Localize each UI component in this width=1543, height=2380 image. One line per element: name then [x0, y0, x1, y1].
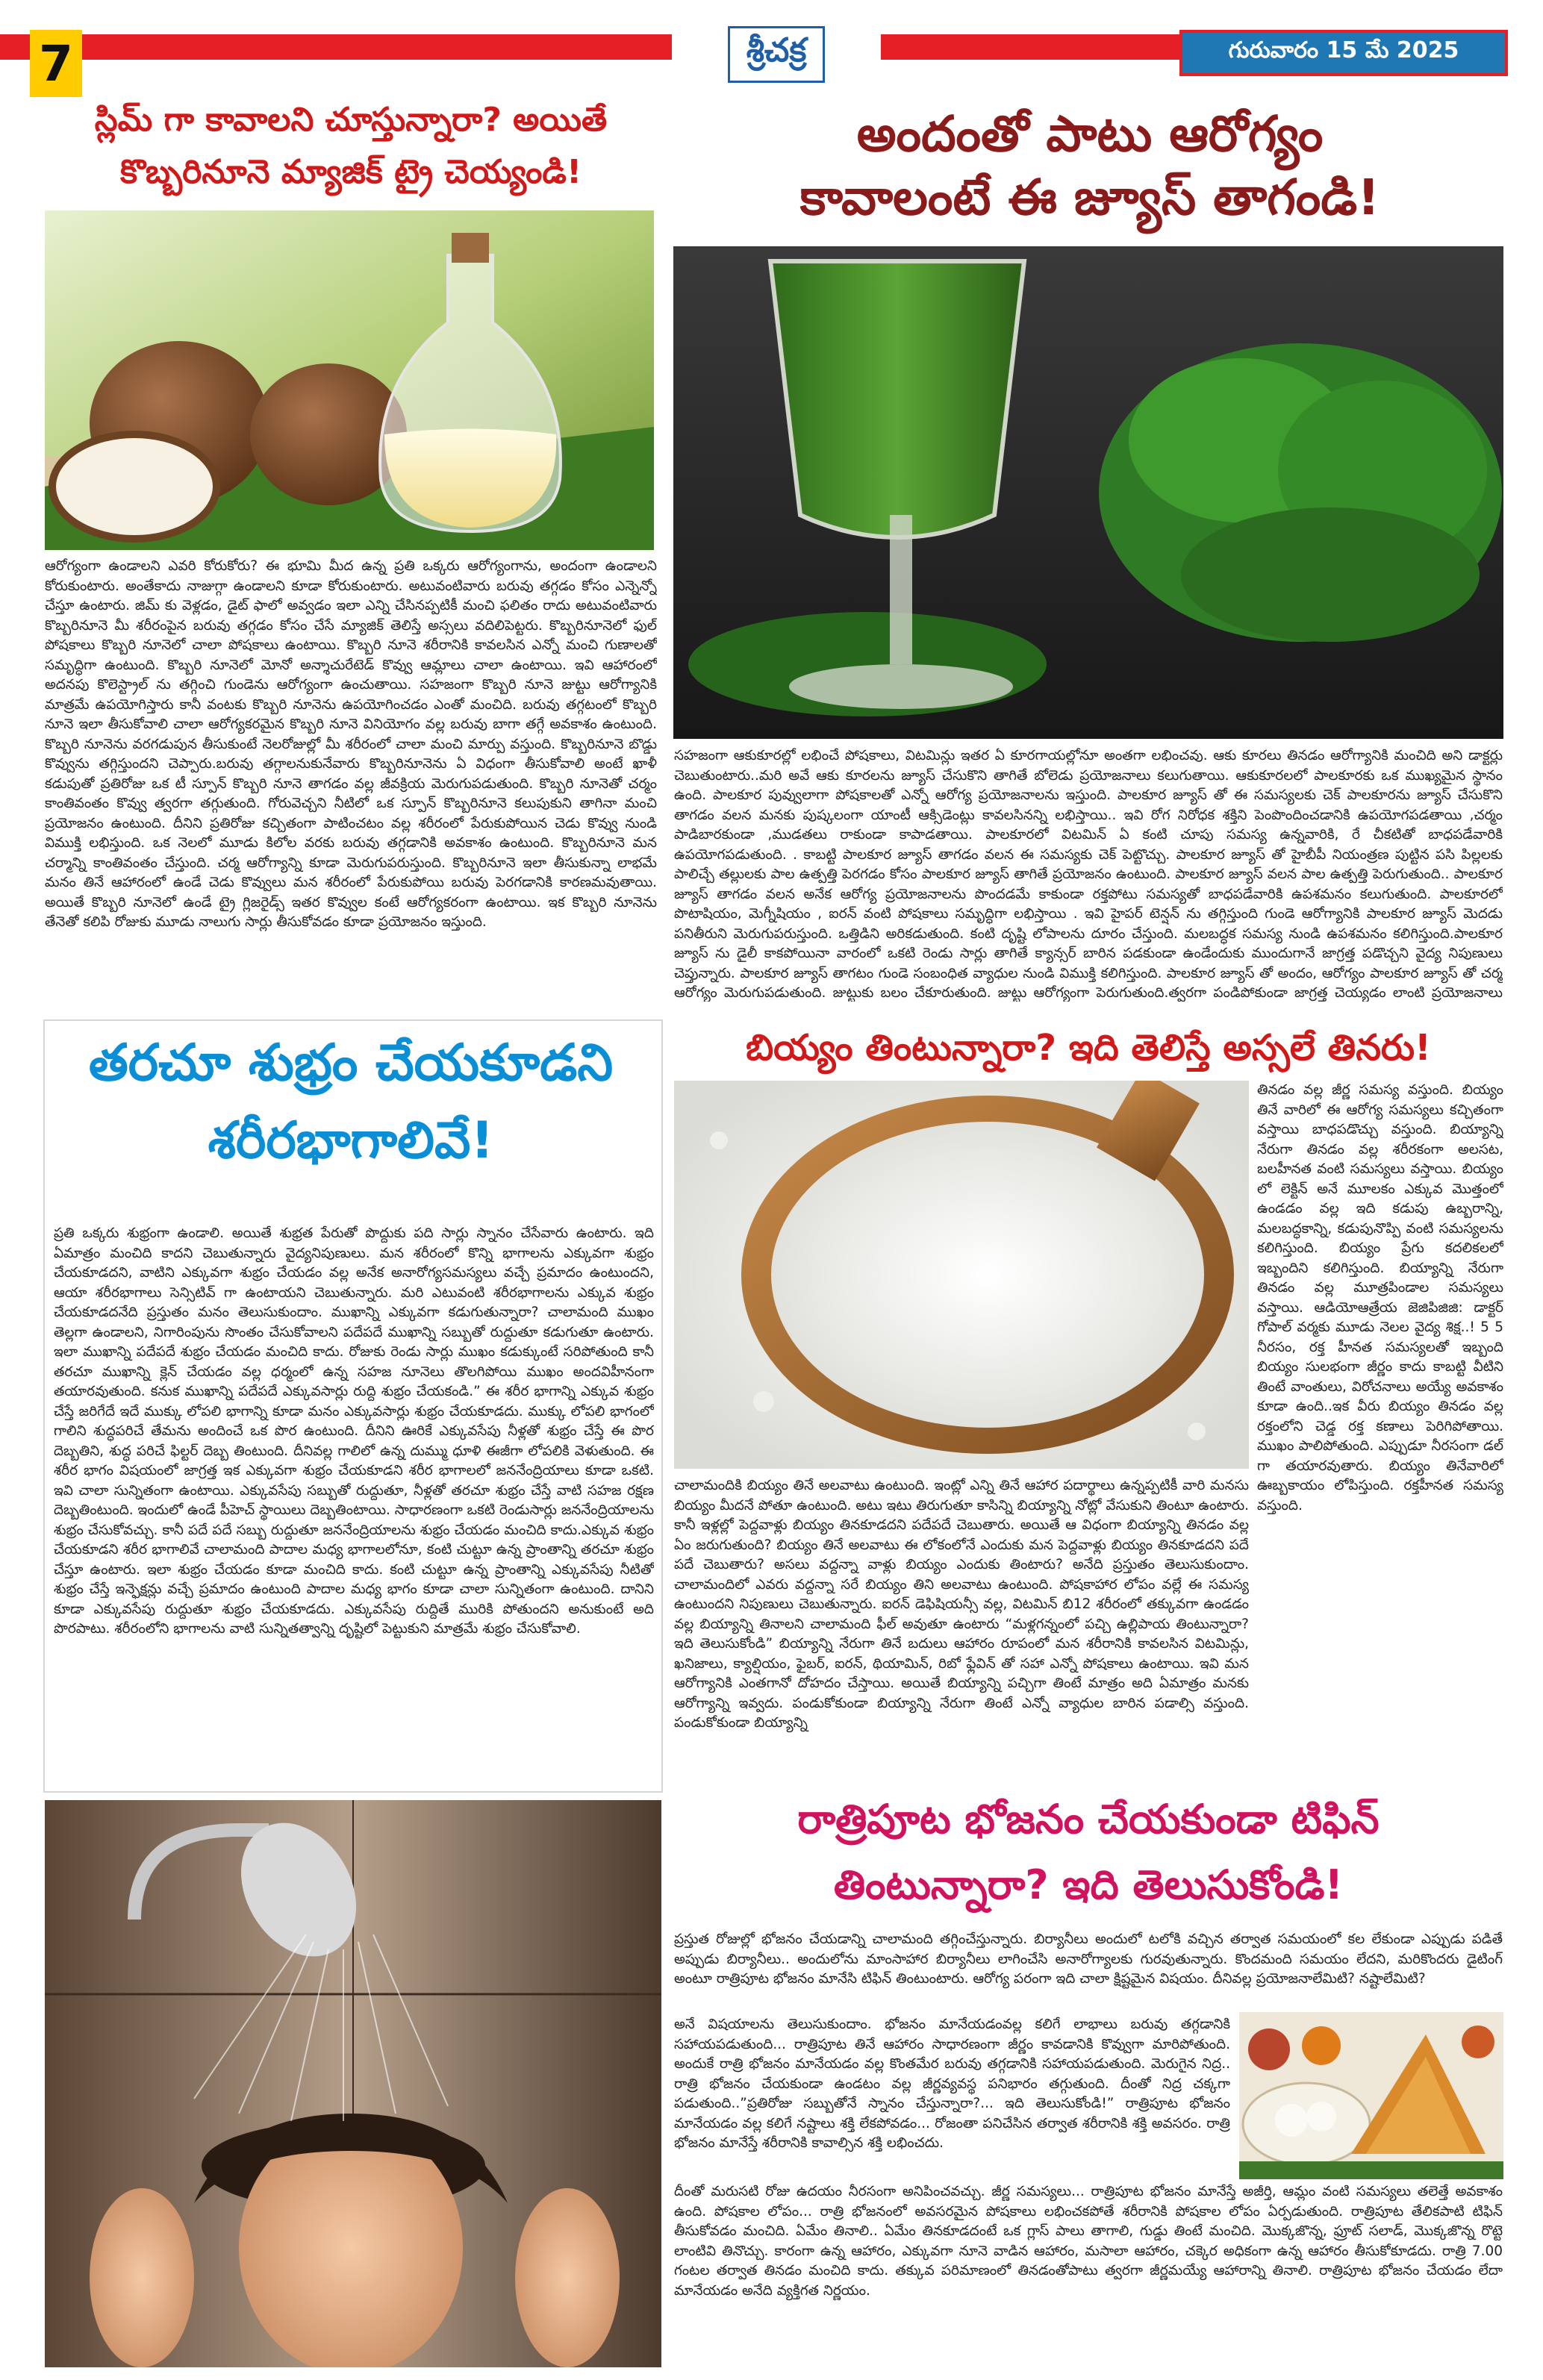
tiffin-food-photo [1239, 2012, 1503, 2179]
issue-date: గురువారం 15 మే 2025 [1179, 30, 1508, 76]
article5-headline-line2: తింటున్నారా? ఇది తెలుసుకోండి! [833, 1861, 1344, 1908]
masthead-logo [657, 25, 896, 84]
article4-body: చాలామందికి బియ్యం తినే అలవాటు ఉంటుంది. ఇంట్లో ఎన్ని తినే ఆహార పదార్థాలు ఉన్నప్పటికీ వారి మనసు బియ్యం మీదనే పోతూ ఉంటుంది. అటు ఇటు తిరుగుతూ కాసిన్ని బియ్యాన్ని నోట్లో వేసుకుని తింటూ ఉంటారు. కానీ ఇళ్లల్లో పెద్దవాళ్లు బియ్యం తినకూడదని పదేపదే చెబుతారు. అయితే ఆ విధంగా బియ్యాన్ని తినడం వల్ల ఏం జరుగుతుంది? బియ్యం తినే అలవాటు ఈ లోకంలోనే ఎందుకు మన పెద్దవాళ్లు బియ్యం తినకూడదని పదే పదే చెబుతారు? అసలు వద్దన్నా వాళ్లు బియ్యం ఎందుకు తింటారు? అనేది ప్రస్తుతం తెలుసుకుందాం. చాలామందిలో ఎవరు వద్దన్నా సరే బియ్యం తిని అలవాటు ఉంటుంది. పోషకాహార లోపం వల్లే ఈ సమస్య ఉంటుందని నిపుణులు చెబుతున్నారు. ఐరన్ డెఫిషియన్సీ వల్ల, విటమిన్ బి12 శరీరంలో తక్కువగా ఉండడం వల్ల బియ్యాన్ని తినాలని చాలామంది ఫీల్ అవుతూ ఉంటారు “మళ్లగన్నంలో పచ్చి ఉల్లిపాయ తింటున్నారా? ఇది తెలుసుకోండి” బియ్యాన్ని నేరుగా తినే బదులు ఆహారం రూపంలో మన శరీరానికి కావలసిన విటమిన్లు, ఖనిజాలు, క్యాల్షియం, ఫైబర్, ఐరన్, థియామిన్, రిబో ఫ్లేవిన్ తో సహా ఎన్నో పోషకాలు ఉంటాయి. ఇవి మన ఆరోగ్యానికి ఎంతగానో దోహదం చేస్తాయి. అయితే బియ్యాన్ని పచ్చిగా తింటే మాత్రం అది ఏమాత్రం మనకు ఆరోగ్యాన్ని ఇవ్వదు. పండుకోకుండా బియ్యాన్ని నేరుగా తింటే ఎన్నో వ్యాధుల బారిన పడాల్సి వస్తుంది. పండుకోకుండా బియ్యాన్ని [674, 1478, 1249, 1731]
rice-bowl-photo [674, 1081, 1249, 1469]
article2-headline-line2: కావాలంటే ఈ జ్యూస్ తాగండి! [799, 169, 1380, 226]
article1-headline-line1: స్లిమ్ గా కావాలని చూస్తున్నారా? అయితే [94, 101, 608, 139]
article3-headline-line2: శరీరభాగాలివే! [208, 1111, 494, 1170]
article1-headline-line2: కొబ్బరినూనె మ్యాజిక్ ట్రై చెయ్యండి! [119, 153, 582, 191]
shower-photo [45, 1800, 661, 2367]
article5-body: దీంతో మరుసటి రోజు ఉదయం నీరసంగా అనిపించవచ్చు. జీర్ణ సమస్యలు... రాత్రిపూట భోజనం మానేస్తే అజీర్తి, ఆమ్లం వంటి సమస్యలు తలెత్తే అవకాశం ఉంది. పోషకాల లోపం... రాత్రి భోజనంలో అవసరమైన పోషకాలు లభించకపోతే శరీరానికి పోషకాల లోపం ఏర్పడుతుంది. రాత్రిపూట తేలికపాటి టిఫిన్ తీసుకోవడం మంచిది. ఏమేం తినాలి.. ఏమేం తినకూడదంటే ఒక గ్లాస్ పాలు తాగాలి, గుడ్డు తింటే మంచిది. మొక్కజొన్న, ఫ్రూట్ సలాడ్, మొక్కజొన్న రొట్టె లాంటివి తినొచ్చు. కారంగా ఉన్న ఆహారం, ఎక్కువగా నూనె వాడిన ఆహారం, మసాలా ఆహారం, చక్కెర అధికంగా ఉన్న ఆహారం తీసుకోకూడదు. రాత్రి 7.00 గంటల తర్వాత తినడం మంచిది కాదు. తక్కువ పరిమాణంలో తినడంతోపాటు త్వరగా జీర్ణమయ్యే ఆహారాన్ని తినాలి. రాత్రిపూట భోజనం చేయడం లేదా మానేయడం అనేది వ్యక్తిగత నిర్ణయం. [674, 2184, 1503, 2299]
header-bar-left [0, 34, 672, 60]
article5-wrap-text: అనే విషయాలను తెలుసుకుందాం. భోజనం మానేయడంవల్ల కలిగే లాభాలు బరువు తగ్గడానికి సహాయపడుతుంది... రాత్రిపూట తినే ఆహారం సాధారణంగా జీర్ణం కావడానికి కొవ్వుగా మారిపోతుంది. అందుకే రాత్రి భోజనం మానేయడం వల్ల కొంతమేర బరువు తగ్గడానికి సహాయపడుతుంది. మెరుగైన నిద్ర.. రాత్రి భోజనం చేయకుండా ఉండటం వల్ల జీర్ణవ్యవస్థ పనిభారం తగ్గుతుంది. దీంతో నిద్ర చక్కగా పడుతుంది..”ప్రతిరోజు సబ్బుతోనే స్నానం చేస్తున్నారా?... ఇది తెలుసుకోండి!” రాత్రిపూట భోజనం మానేయడం వల్ల కలిగే నష్టాలు శక్తి లేకపోవడం... రోజంతా పనిచేసిన తర్వాత శరీరానికి శక్తి అవసరం. రాత్రి భోజనం మానేస్తే శరీరానికి కావాల్సిన శక్తి లభించదు. [674, 2017, 1230, 2151]
masthead-text: శ్రీచక్ర [728, 26, 826, 83]
article3-body: ప్రతి ఒక్కరు శుభ్రంగా ఉండాలి. అయితే శుభ్రత పేరుతో పొద్దుకు పది సార్లు స్నానం చేసేవారు ఉంటారు. ఇది ఏమాత్రం మంచిది కాదని చెబుతున్నారు వైద్యనిపుణులు. మన శరీరంలో కొన్ని భాగాలను ఎక్కువగా శుభ్రం చేయకూడదని, వాటిని ఎక్కువగా శుభ్రం చేయడం వల్ల అనేక అనారోగ్యసమస్యలు వచ్చే ప్రమాదం ఉంటుందని, ఆయా శరీరభాగాలు సెన్సిటివ్ గా ఉంటాయని చెబుతున్నారు. మరి ఎటువంటి శరీరభాగాలను ఎక్కువ శుభ్రం చేయకూడదనేది ప్రస్తుతం మనం తెలుసుకుందాం. ముఖాన్ని ఎక్కువగా కడుగుతున్నారా? చాలామంది ముఖం తెల్లగా ఉండాలని, నిగారింపును సొంతం చేసుకోవాలని పదేపదే ముఖాన్ని సబ్బుతో రుద్దుతూ కడుగుతూ ఉంటారు. ఇలా ముఖాన్ని పదేపదే శుభ్రం చేయడం మంచిది కాదు. రోజుకు రెండు సార్లు ముఖం కడుక్కుంటే సరిపోతుంది కానీ తరచూ ముఖాన్ని క్లెన్ చేయడం వల్ల ధర్మంలో ఉన్న సహజ నూనెలు తొలగిపోయి ముఖం అందవిహీనంగా తయారవుతుంది. కనుక ముఖాన్ని పదేపదే ఎక్కువసార్లు రుద్ది శుభ్రం చేయకండి.” ఈ శరీర భాగాన్ని ఎక్కువ శుభ్రం చేస్తే జరిగేదే ఇదే ముక్కు లోపలి భాగాన్ని కూడా మనం ఎక్కువసార్లు శుభ్రం చేయకూడదు. ముక్కు లోపలి భాగంలో గాలిని శుద్ధపరిచే తేమను అందించే ఒక పొర ఉంటుంది. దీనిని ఊరికే ఎక్కువసేపు నీళ్లతో శుభ్రం చేస్తే ఈ పొర దెబ్బతిని, శుద్ధ పరిచే ఫిల్టర్ దెబ్బ తింటుంది. దీనివల్ల గాలిలో ఉన్న దుమ్ము ధూళి ఈజీగా లోపలికి వెళుతుంది. ఈ శరీర భాగం విషయంలో జాగ్రత్త ఇక ఎక్కువగా శుభ్రం చేయకూడని శరీర భాగాలలో జననేంద్రియాలు కూడా ఒకటి. ఇవి చాలా సున్నితంగా ఉంటాయి. ఎక్కువసేపు సబ్బుతో రుద్దుతూ, నీళ్లతో తరచూ శుభ్రం చేస్తే వాటి సహజ రక్షణ దెబ్బతింటుంది. ఇందులో ఉండే పీహెచ్ స్థాయిలు దెబ్బతింటాయి. సాధారణంగా ఒకటి రెండుసార్లు జననేంద్రియాలను శుభ్రం చేసుకోవచ్చు. కానీ పదే పదే సబ్బు రుద్దుతూ జననేంద్రియాలను శుభ్రం చేయడం మంచిది కాదు.ఎక్కువ శుభ్రం చేయకూడని శరీర భాగాలివే చాలామంది పాదాల మధ్య భాగాలలోనూ, కంటి చుట్టూ ఉన్న ప్రాంతాన్ని తరచూ శుభ్రం చేస్తూ ఉంటారు. ఇలా శుభ్రం చేయడం కూడా మంచిది కాదు. కంటి చుట్టూ ఉన్న ప్రాంతాన్ని ఎక్కువసేపు నీటితో శుభ్రం చేస్తే ఇన్ఫెక్షన్లు వచ్చే ప్రమాదం ఉంటుంది పాదాల మధ్య భాగం కూడా చాలా సున్నితంగా ఉంటుంది. దానిని కూడా ఎక్కువసేపు రుద్దుతూ శుభ్రం చేయకూడదు. ఎక్కువసేపు రుద్దితే మురికి పోతుందని అనుకుంటే అది పొరపాటు. శరీరంలోని భాగాలను వాటి సున్నితత్వాన్ని దృష్టిలో పెట్టుకుని మాత్రమే శుభ్రం చేసుకోవాలి. [54, 1225, 654, 1637]
coconut-oil-photo [45, 210, 654, 550]
spinach-juice-photo [673, 246, 1503, 739]
article5-headline-line1: రాత్రిపూట భోజనం చేయకుండా టిఫిన్ [797, 1796, 1380, 1843]
page-number: 7 [30, 30, 82, 97]
article2-headline-line1: అందంతో పాటు ఆరోగ్యం [856, 105, 1324, 163]
article3-headline-line1: తరచూ శుభ్రం చేయకూడని [88, 1034, 614, 1093]
header-bar-right [881, 34, 1209, 60]
article4-side-body: తినడం వల్ల జీర్ణ సమస్య వస్తుంది. బియ్యం తినే వారిలో ఈ ఆరోగ్య సమస్యలు కచ్చితంగా వస్తాయి బాధపడొచ్చు వస్తుంది. బియ్యాన్ని నేరుగా తినడం వల్ల శరీరకంగా అలసట, బలహీనత వంటి సమస్యలు వస్తాయి. బియ్యం లో లెక్టిన్ అనే మూలకం ఎక్కువ మొత్తంలో ఉండడం వల్ల ఇది కడుపు ఉబ్బరాన్ని, మలబద్ధకాన్ని, కడుపునొప్పి వంటి సమస్యలను కలిగిస్తుంది. బియ్యం ప్రేగు కదలికలలో ఇబ్బందిని కలిగిస్తుంది. బియ్యాన్ని నేరుగా తినడం వల్ల మూత్రపిండాల సమస్యలు వస్తాయి. ఆడియోఆత్రేయ జెజిపిజిజి: డాక్టర్ గోపాల్ వర్మకు మూడు నెలల వైద్య శిక్ష..! 5 5 నీరసం, రక్త హీనత సమస్యలతో ఇబ్బంది బియ్యం సులభంగా జీర్ణం కాదు కాబట్టి వీటిని తింటే వాంతులు, విరోచనాలు అయ్యే అవకాశం కూడా ఉంది..ఇక వీరు బియ్యం తినడం వల్ల రక్తంలోని చెడ్డ రక్త కణాలు పెరిగిపోతాయి. ముఖం పాలిపోతుంది. ఎప్పుడూ నీరసంగా డల్ గా తయారవుతారు. బియ్యం తినేవారిలో ఊబ్బకాయం లోపిస్తుంది. రక్తహీనత సమస్య వస్తుంది. [1257, 1082, 1503, 1514]
article2-body: సహజంగా ఆకుకూరల్లో లభించే పోషకాలు, విటమిన్లు ఇతర ఏ కూరగాయల్లోనూ అంతగా లభించవు. ఆకు కూరలు తినడం ఆరోగ్యానికి మంచిది అని డాక్టర్లు చెబుతుంటారు..మరి అవే ఆకు కూరలను జ్యూస్ చేసుకొని తాగితే బోలెడు ప్రయోజనాలు కలుగుతాయి. ఆకుకూరలలో పాలకూరకు ఒక ముఖ్యమైన స్థానం ఉంది. పాలకూర పువ్వులాగా పోషకాలతో ఎన్నో ఆరోగ్య ప్రయోజనాలను ఇస్తుంది. పాలకూర జ్యూస్ తో ఈ సమస్యలకు చెక్ పాలకూరను జ్యూస్ చేసుకొని తాగడం వలన మనకు పుష్కలంగా యాంటీ ఆక్సిడెంట్లు కావలసినన్ని లభిస్తాయి.. ఇవి రోగ నిరోధక శక్తిని పెంపొందించడానికి ఉపయోగపడతాయి ,చర్మం పాడిబారకుండా ,ముడతలు రాకుండా కాపాడతాయి. పాలకూరలో విటమిన్ ఏ కంటి చూపు సమస్య ఉన్నవారికి, రే చీకటితో బాధపడేవారికి ఉపయోగపడుతుంది. . కాబట్టి పాలకూర జ్యూస్ తాగడం వలన ఈ సమస్యకు చెక్ పెట్టొచ్చు. పాలకూర జ్యూస్ తో హైబీపీ నియంత్రణ పుట్టిన పసి పిల్లలకు పాలిచ్చే తల్లులకు పాల ఉత్పత్తి పెరగడం కోసం పాలకూర జ్యూస్ తాగితే ప్రయోజనం ఉంటుంది. పాలకూర జ్యూస్ వలన పాల ఉత్పత్తి పెరుగుతుంది.. పాలకూర జ్యూస్ తాగడం వలన అనేక ఆరోగ్య ప్రయోజనాలను పొందడమే కాకుండా రక్తపోటు సమస్యతో బాధపడేవారికి ఉపశమనం కలుగుతుంది. పాలకూరలో పొటాషియం, మెగ్నీషియం , ఐరన్ వంటి పోషకాలు సమృద్ధిగా లభిస్తాయి . ఇవి హైపర్ టెన్షన్ ను తగ్గిస్తుంది గుండె ఆరోగ్యానికి పాలకూర జ్యూస్ మెదడు పనితీరుని మెరుగుపరుస్తుంది. ఒత్తిడిని అరికడుతుంది. కంటి దృష్టి లోపాలను దూరం చేస్తుంది. మలబద్ధక సమస్య నుండి ఉపశమనం కలిగిస్తుంది.పాలకూర జ్యూస్ ను డైలీ కాకపోయినా వారంలో ఒకటి రెండు సార్లు తాగితే క్యాన్సర్ బారిన పడకుండా ఉండేందుకు ముందుగానే జాగ్రత్త పడొచ్చని వైద్య నిపుణులు చెప్తున్నారు. పాలకూర జ్యూస్ తాగటం గుండె సంబంధిత వ్యాధుల నుండి విముక్తి కలిగిస్తుంది. పాలకూర జ్యూస్ తో అందం, ఆరోగ్యం పాలకూర జ్యూస్ తో చర్మ ఆరోగ్యం మెరుగుపడుతుంది. జుట్టుకు బలం చేకూరుతుంది. జుట్టు ఆరోగ్యంగా పెరుగుతుంది.త్వరగా పండిపోకుండా జాగ్రత్త చెయ్యడం లాంటి ప్రయోజనాలు [674, 748, 1503, 1001]
article1-body: ఆరోగ్యంగా ఉండాలని ఎవరి కోరుకోరు? ఈ భూమి మీద ఉన్న ప్రతి ఒక్కరు ఆరోగ్యంగాను, అందంగా ఉండాలని కోరుకుంటారు. అంతేకాదు నాజుగ్గా ఉండాలని కూడా కోరుకుంటారు. అటువంటివారు బరువు తగ్గడం కోసం ఎన్నెన్నో చేస్తూ ఉంటారు. జిమ్ కు వెళ్లడం, డైట్ ఫాలో అవ్వడం ఇలా ఎన్ని చేసినప్పటికీ మంచి ఫలితం రాదు అటువంటివారు కొబ్బరినూనె మీ శరీరంపైన బరువు తగ్గడం కోసం చేసే మ్యాజిక్ తెలిస్తే అస్సలు వదిలిపెట్టరు. కొబ్బరినూనెలో ఫుల్ పోషకాలు కొబ్బరి నూనెలో చాలా పోషకాలు ఉంటాయి. కొబ్బరి నూనె శరీరానికి కావలసిన ఎన్నో మంచి గుణాలతో సమృద్ధిగా ఉంటుంది. కొబ్బరి నూనెలో మోనో అన్శాచురేటెడ్ కొవ్వు ఆమ్లాలు చాలా ఉంటాయి. ఇవి ఆహారంలో అదనపు కొలెస్ట్రాల్ ను తగ్గించి గుండెను ఆరోగ్యంగా ఉంచుతాయి. సహజంగా కొబ్బరి నూనె జుట్టు ఆరోగ్యానికి మాత్రమే ఉపయోగిస్తారు కానీ వంటకు కొబ్బరి నూనెను ఉపయోగించడం ఎంతో మంచిది. బరువు తగ్గటంలో కొబ్బరి నూనె ఇలా తీసుకోవాలి చాలా ఆరోగ్యకరమైన కొబ్బరి నూనె వినియోగం వల్ల బరువు బాగా తగ్గే అవకాశం ఉంటుంది. కొబ్బరి నూనెను వరగడుపున తీసుకుంటే నెలరోజుల్లో మీ శరీరంలో చాలా మంచి మార్పు వస్తుంది. కొబ్బరినూనె బొడ్డు కొవ్వును తగ్గిస్తుందని చెప్పారు.బరువు తగ్గాలనుకునేవారు కొబ్బరినూనెను ఏ విధంగా తీసుకోవాలి అంటే ఖాళీ కడుపుతో ప్రతిరోజు ఒక టీ స్పూన్ కొబ్బరి నూనె తాగడం వల్ల జీవక్రియ మెరుగుపడుతుంది. కొబ్బరి నూనెతో చర్మం కాంతివంతం కొవ్వు త్వరగా తగ్గుతుంది. గోరువెచ్చని నీటిలో ఒక స్పూన్ కొబ్బరినూనె కలుపుకుని తాగినా మంచి ప్రయోజనం ఉంటుంది. దీనిని ప్రతిరోజు కచ్చితంగా పాటించటం వల్ల శరీరంలో పేరుకుపోయిన చెడు కొవ్వు నుండి విముక్తి లభిస్తుంది. ఒక నెలలో మూడు కిలోల వరకు బరువు తగ్గడానికి అవకాశం ఉంటుంది. కొబ్బరినూనె మన చర్మాన్ని కాంతివంతం చేస్తుంది. చర్మ ఆరోగ్యాన్ని కూడా మెరుగుపరుస్తుంది. కొబ్బరినూనె ఇలా తీసుకున్నా లాభమే మనం తినే ఆహారంలో ఉండే చెడు కొవ్వులు మన శరీరంలో పేరుకుపోయి బరువు పెరగడానికి కారణమవుతాయి. అయితే కొబ్బరి నూనెలో ఉండే ట్రై గ్లిజరైడ్స్ ఇతర కొవ్వుల కంటే ఆరోగ్యకరంగా ఉంటాయి. ఇక కొబ్బరి నూనెను తేనెతో కలిపి రోజుకు మూడు నాలుగు సార్లు తీసుకోవడం కూడా ప్రయోజనం ఇస్తుంది. [45, 558, 657, 930]
article5-intro: ప్రస్తుత రోజుల్లో భోజనం చేయడాన్ని చాలామంది తగ్గించేస్తున్నారు. బిర్యానీలు అందులో టలోకి వచ్చిన తర్వాత సమయంలో కల లేకుండా ఎప్పుడు పడితే అప్పుడు బిర్యానీలు.. అందులోను మాంసాహార బిర్యానీలు లాగించేసి అనారోగ్యాలకు గురవుతున్నారు. కొందమంది సమయం లేదని, మరికొందరు డైటింగ్ అంటూ రాత్రిపూట భోజనం మానేసి టిఫిన్ తింటుంటారు. ఆరోగ్య పరంగా ఇది చాలా క్షిష్టమైన విషయం. దీనివల్ల ప్రయోజనాలేమిటి? నష్టాలేమిటి? [674, 1931, 1503, 1987]
article4-headline: బియ్యం తింటున్నారా? ఇది తెలిస్తే అస్సలే తినరు! [746, 1027, 1431, 1069]
